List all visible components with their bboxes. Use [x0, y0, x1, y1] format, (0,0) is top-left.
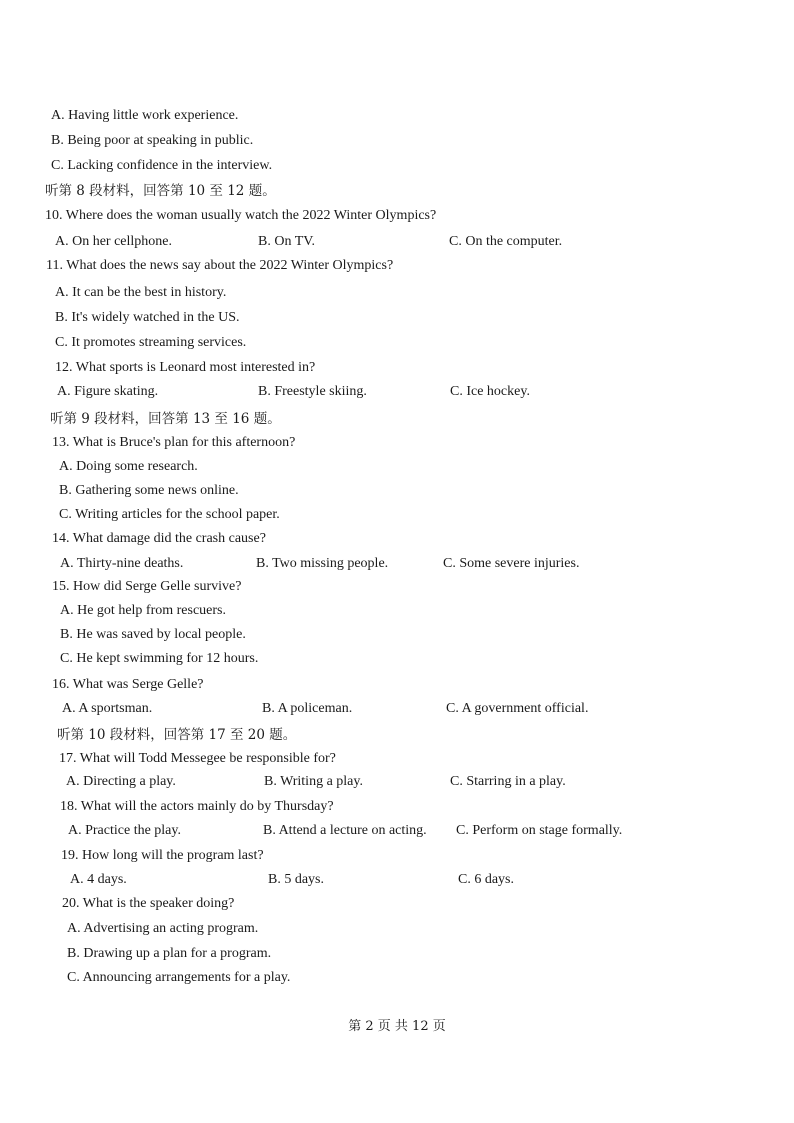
- section-9-header: 听第 9 段材料，回答第 13 至 16 题。: [50, 411, 281, 427]
- q18-options: [0, 822, 794, 840]
- q15-option-b: B. He was saved by local people.: [60, 627, 246, 642]
- q19-options: [0, 871, 794, 889]
- q13-option-a: A. Doing some research.: [59, 459, 198, 474]
- q11-option-c: C. It promotes streaming services.: [55, 335, 247, 350]
- q11-option-b: B. It's widely watched in the US.: [55, 310, 240, 325]
- q19-option-a: A. 4 days.: [70, 872, 127, 887]
- q19-option-b: B. 5 days.: [268, 872, 324, 887]
- q9-option-c: C. Lacking confidence in the interview.: [51, 158, 273, 173]
- q13-option-c: C. Writing articles for the school paper.: [59, 507, 280, 522]
- q15-option-a: A. He got help from rescuers.: [60, 603, 227, 618]
- q11-question: 11. What does the news say about the 2022 Winter Olympics?: [46, 258, 394, 273]
- q14-option-c: C. Some severe injuries.: [443, 556, 580, 571]
- q15-option-c: C. He kept swimming for 12 hours.: [60, 651, 259, 666]
- q16-option-c: C. A government official.: [446, 701, 589, 716]
- q19-question: 19. How long will the program last?: [61, 848, 264, 863]
- q18-option-a: A. Practice the play.: [68, 823, 181, 838]
- q11-option-a: A. It can be the best in history.: [55, 285, 227, 300]
- q12-option-b: B. Freestyle skiing.: [258, 384, 367, 399]
- q18-option-c: C. Perform on stage formally.: [456, 823, 623, 838]
- q18-option-b: B. Attend a lecture on acting.: [263, 823, 427, 838]
- q17-options: [0, 773, 794, 791]
- q12-option-c: C. Ice hockey.: [450, 384, 530, 399]
- q20-question: 20. What is the speaker doing?: [62, 896, 235, 911]
- q14-option-b: B. Two missing people.: [256, 556, 389, 571]
- q17-option-b: B. Writing a play.: [264, 774, 363, 789]
- q20-option-c: C. Announcing arrangements for a play.: [67, 970, 291, 985]
- q12-question: 12. What sports is Leonard most interested in?: [55, 360, 316, 375]
- q14-option-a: A. Thirty-nine deaths.: [60, 556, 184, 571]
- q10-option-b: B. On TV.: [258, 234, 316, 249]
- q13-option-b: B. Gathering some news online.: [59, 483, 239, 498]
- section-8-header: 听第 8 段材料，回答第 10 至 12 题。: [45, 183, 276, 199]
- q10-option-a: A. On her cellphone.: [55, 234, 173, 249]
- q12-options: [0, 383, 794, 401]
- q10-options: [0, 233, 794, 251]
- q17-option-a: A. Directing a play.: [66, 774, 176, 789]
- q10-option-c: C. On the computer.: [449, 234, 563, 249]
- q17-question: 17. What will Todd Messegee be responsible for?: [59, 751, 336, 766]
- q16-question: 16. What was Serge Gelle?: [52, 677, 204, 692]
- q16-option-a: A. A sportsman.: [62, 701, 153, 716]
- q16-options: [0, 700, 794, 718]
- page-footer: 第 2 页 共 12 页: [348, 1019, 446, 1034]
- q14-question: 14. What damage did the crash cause?: [52, 531, 266, 546]
- section-10-header: 听第 10 段材料，回答第 17 至 20 题。: [57, 727, 297, 743]
- q19-option-c: C. 6 days.: [458, 872, 514, 887]
- q9-option-a: A. Having little work experience.: [51, 108, 239, 123]
- q18-question: 18. What will the actors mainly do by Thursday?: [60, 799, 334, 814]
- q10-question: 10. Where does the woman usually watch the 2022 Winter Olympics?: [45, 208, 437, 223]
- q17-option-c: C. Starring in a play.: [450, 774, 566, 789]
- q14-options: [0, 555, 794, 573]
- q13-question: 13. What is Bruce's plan for this afternoon?: [52, 435, 296, 450]
- q20-option-a: A. Advertising an acting program.: [67, 921, 259, 936]
- q16-option-b: B. A policeman.: [262, 701, 353, 716]
- q20-option-b: B. Drawing up a plan for a program.: [67, 946, 272, 961]
- q9-option-b: B. Being poor at speaking in public.: [51, 133, 254, 148]
- q12-option-a: A. Figure skating.: [57, 384, 159, 399]
- q15-question: 15. How did Serge Gelle survive?: [52, 579, 242, 594]
